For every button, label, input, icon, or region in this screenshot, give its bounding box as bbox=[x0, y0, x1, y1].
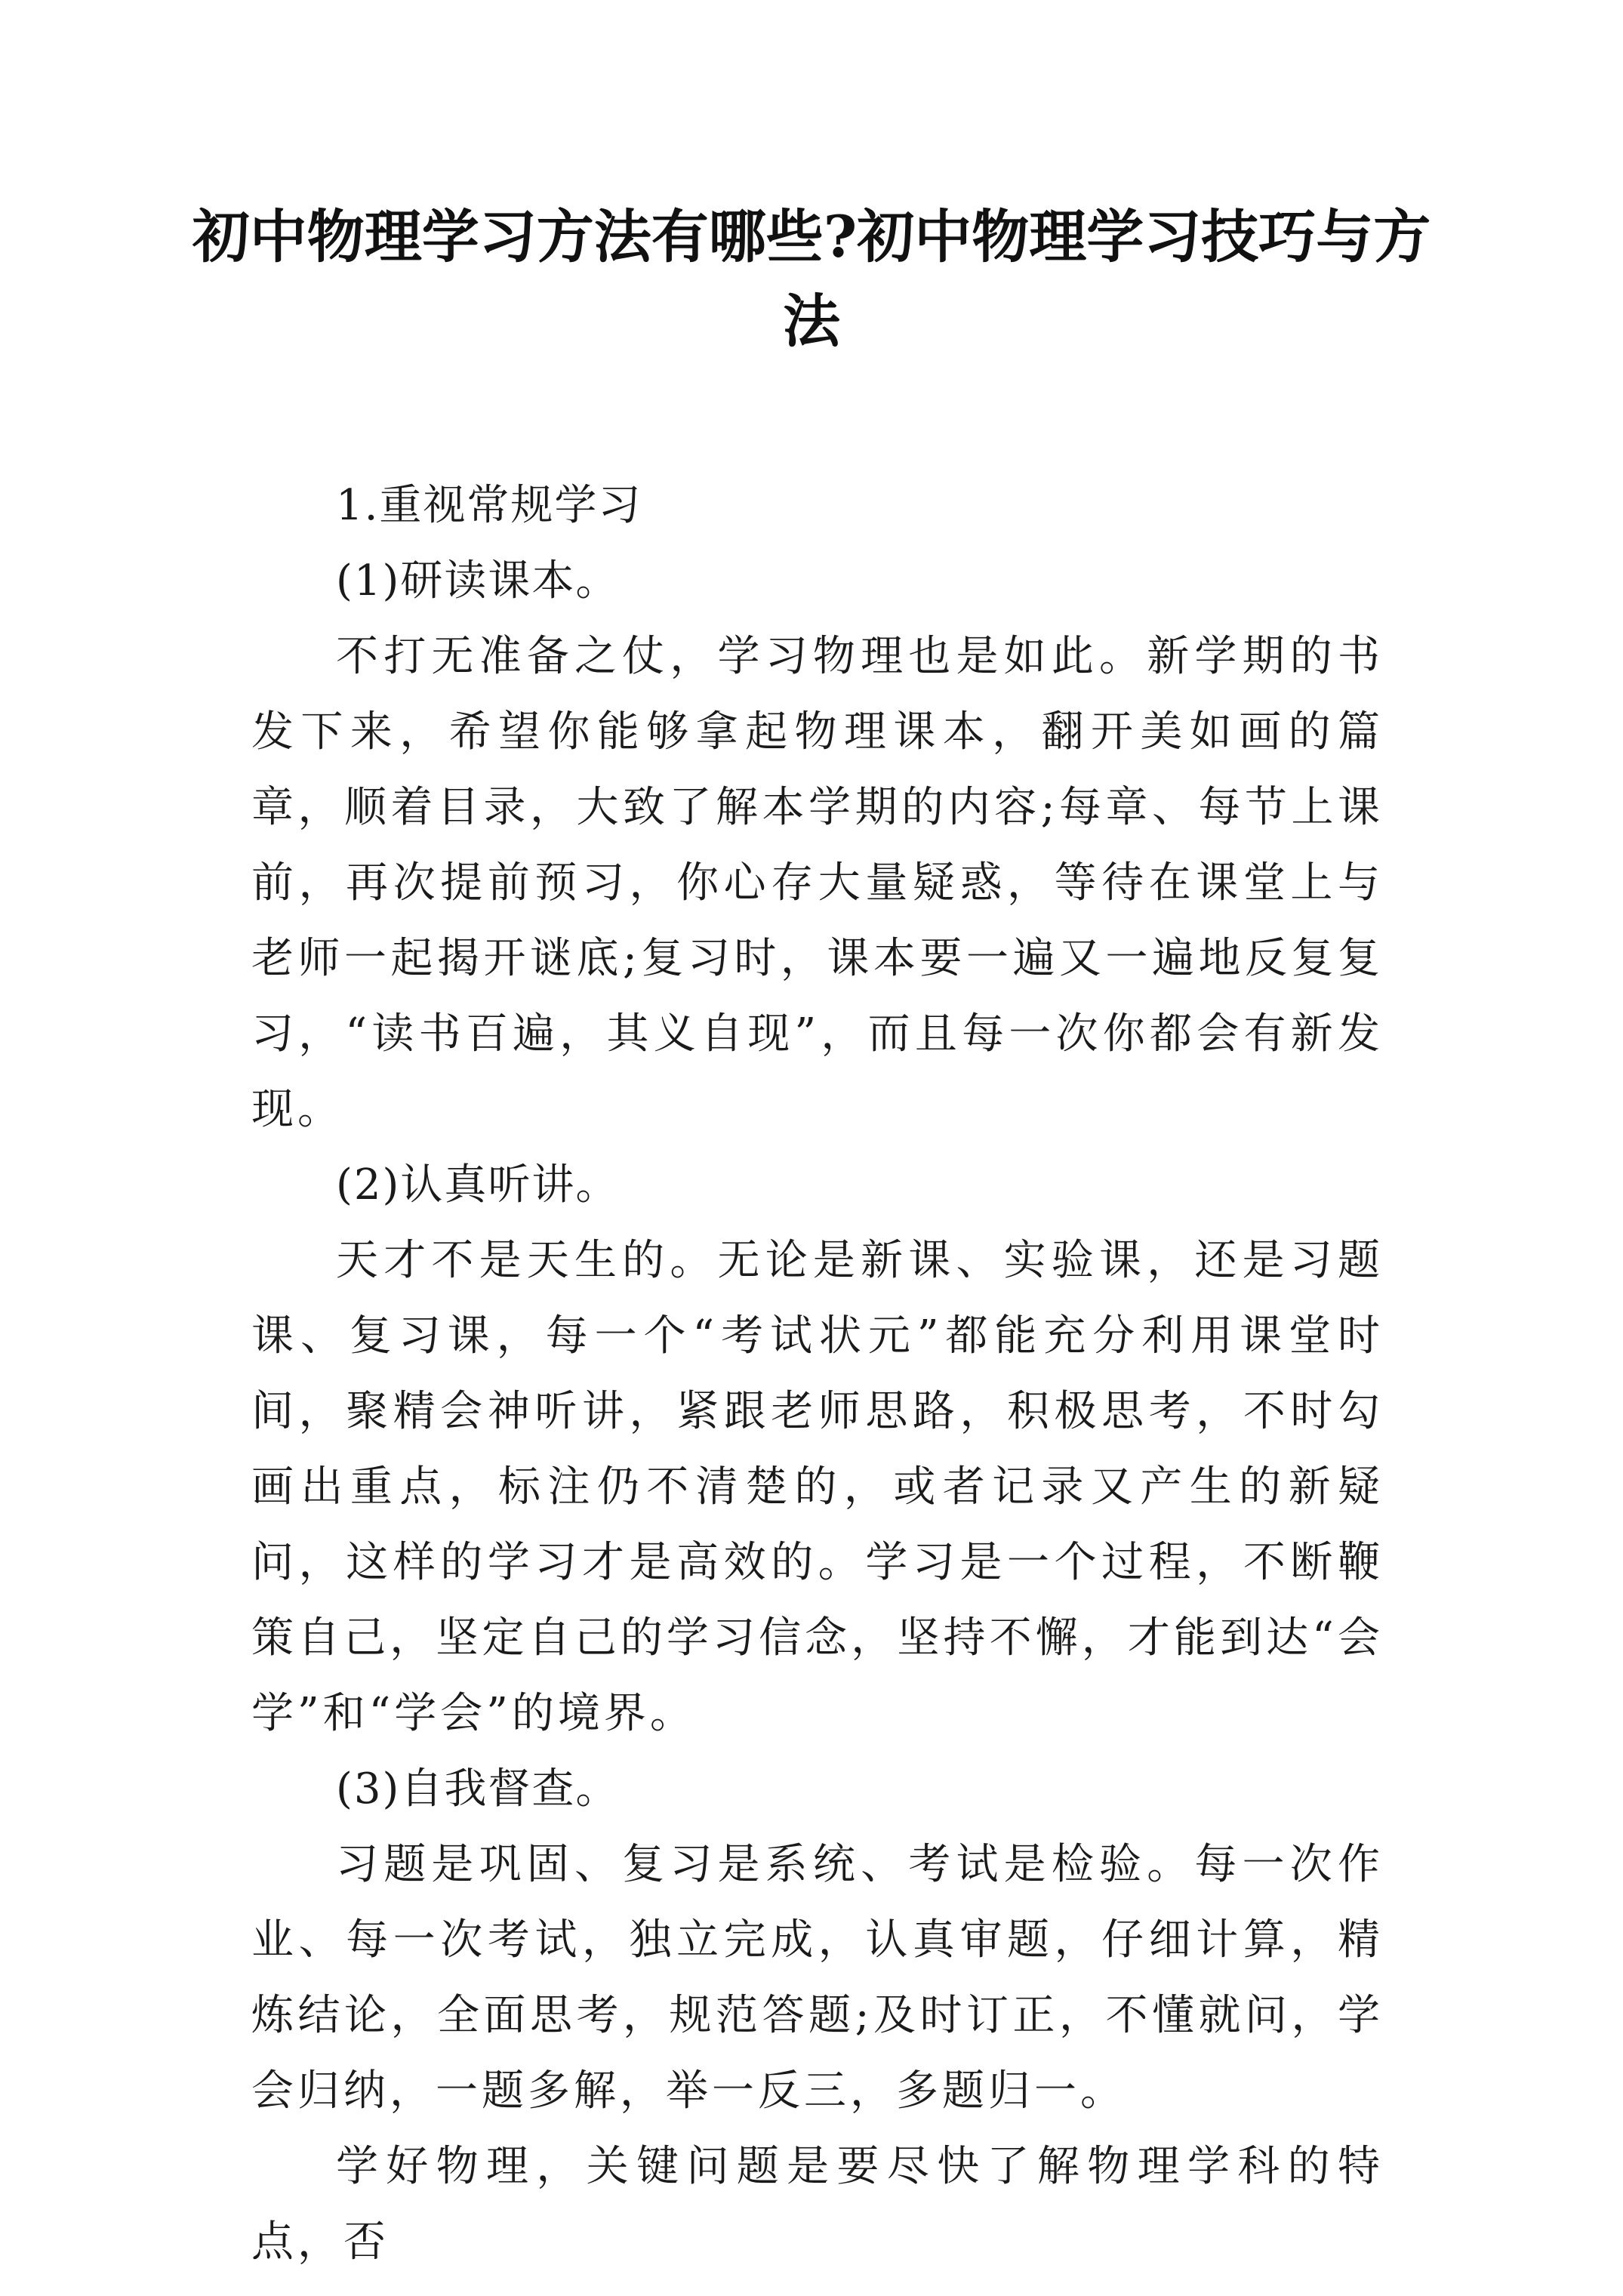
section-heading: 1.重视常规学习 bbox=[336, 481, 642, 530]
document-title: 初中物理学习方法有哪些?初中物理学习技巧与方法 bbox=[192, 203, 1431, 355]
body-paragraph: 不打无准备之仗，学习物理也是如此。新学期的书发下来，希望你能够拿起物理课本，翻开美如画的篇章，顺着目录，大致了解本学期的内容;每章、每节上课前，再次提前预习，你心存大量疑惑，等待在课堂上与老师一起揭开谜底;复习时，课本要一遍又一遍地反复复习，“读书百遍，其义自现”，而且每一次你都会有新发现。 bbox=[251, 632, 1384, 1134]
subsection-heading: (1)研读课本。 bbox=[336, 556, 620, 606]
body-paragraph: 天才不是天生的。无论是新课、实验课，还是习题课、复习课，每一个“考试状元”都能充分利用课堂时间，聚精会神听讲，紧跟老师思路，积极思考，不时勾画出重点，标注仍不清楚的，或者记录又产生的新疑问，这样的学习才是高效的。学习是一个过程，不断鞭策自己，坚定自己的学习信念，坚持不懈，才能到达“会学”和“学会”的境界。 bbox=[251, 1236, 1384, 1738]
body-paragraph: 学好物理，关键问题是要尽快了解物理学科的特点，否 bbox=[251, 2142, 1384, 2267]
subsection-heading: (3)自我督查。 bbox=[336, 1764, 620, 1814]
subsection-heading: (2)认真听讲。 bbox=[336, 1160, 620, 1210]
body-paragraph: 习题是巩固、复习是系统、考试是检验。每一次作业、每一次考试，独立完成，认真审题，仔细计算，精炼结论，全面思考，规范答题;及时订正，不懂就问，学会归纳，一题多解，举一反三，多题归一。 bbox=[251, 1840, 1384, 2116]
document-body bbox=[251, 468, 1384, 2280]
